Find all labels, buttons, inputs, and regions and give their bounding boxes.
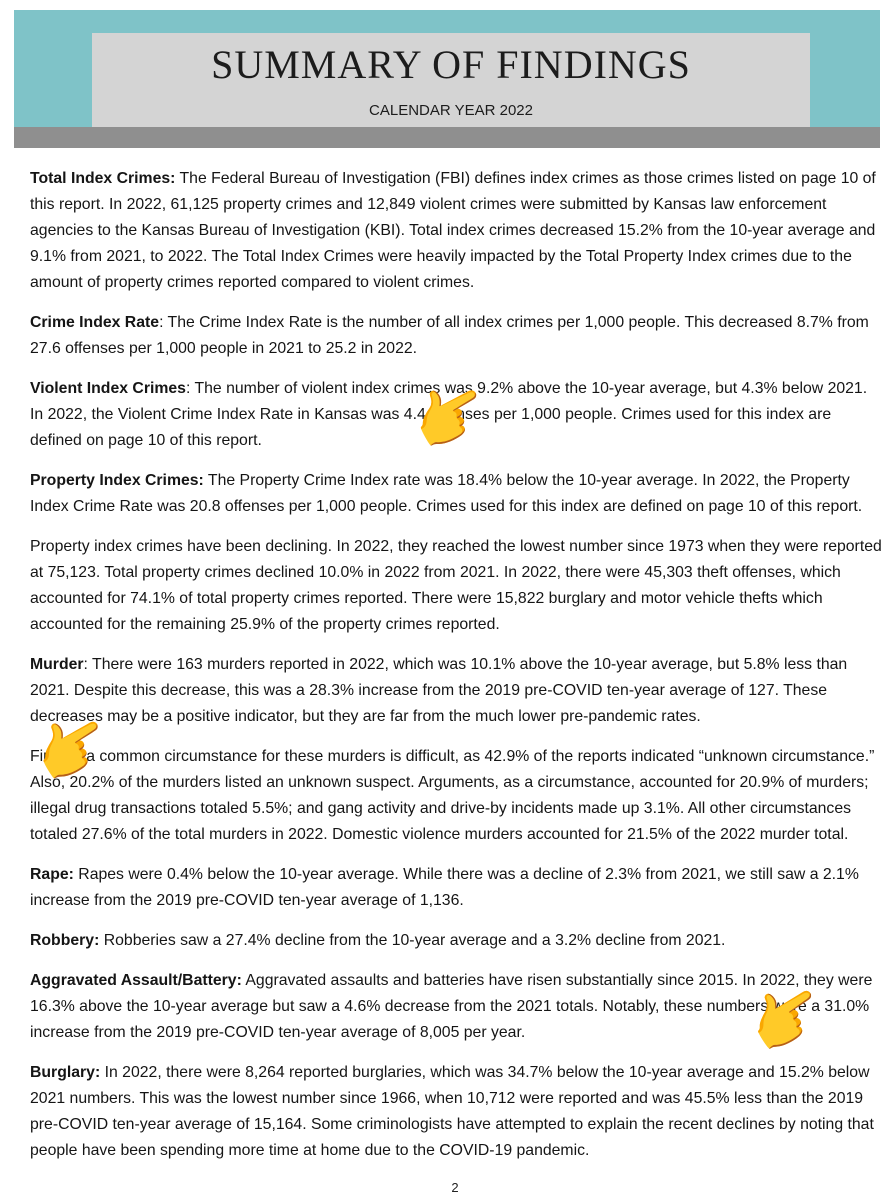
paragraph-text: Rapes were 0.4% below the 10-year average. While there was a decline of 2.3% from 2021, we still saw a 2.1% increase from the 2019 pre-COVID ten-year average of 1,136. bbox=[30, 866, 859, 909]
paragraph-text: : There were 163 murders reported in 2022, which was 10.1% above the 10-year average, but 5.8% less than 2021. Despite this decrease, this was a 28.3% increase from the 2019 pre-COVID ten-year average of 127. These decreases may be a positive indicator, but they are far from the much lower pre-pandemic rates. bbox=[30, 656, 848, 725]
paragraph-heading: Rape: bbox=[30, 866, 74, 883]
paragraph-heading: Total Index Crimes: bbox=[30, 170, 176, 187]
paragraph-heading: Robbery: bbox=[30, 932, 100, 949]
paragraph-burglary bbox=[30, 1060, 884, 1164]
paragraph-heading: Murder bbox=[30, 656, 84, 673]
paragraph-text: Property index crimes have been declining. In 2022, they reached the lowest number since 1973 when they were reported at 75,123. Total property crimes declined 10.0% in 2022 from 2021. In 2022, there were 45,303 theft offenses, which accounted for 74.1% of total property crimes reported. There were 15,822 burglary and motor vehicle thefts which accounted for the remaining 25.9% of the property crimes reported. bbox=[30, 538, 882, 633]
pointing-hand-glyph: 👉 bbox=[400, 367, 501, 466]
paragraph-heading: Burglary: bbox=[30, 1064, 101, 1081]
paragraph-text: Aggravated assaults and batteries have risen substantially since 2015. In 2022, they were 16.3% above the 10-year average but saw a 4.6% decrease from the 2021 totals. Notably, these numbers were a 31.0% increase from the 2019 pre-COVID ten-year average of 8,005 per year. bbox=[30, 972, 873, 1041]
paragraph-text: The Property Crime Index rate was 18.4% below the 10-year average. In 2022, the Property Index Crime Rate was 20.8 offenses per 1,000 people. Crimes used for this index are defined on page 10 of this report. bbox=[30, 472, 863, 515]
paragraph-rape bbox=[30, 862, 884, 914]
paragraph-heading: Violent Index Crimes bbox=[30, 380, 186, 397]
pointing-hand-glyph: 👉 bbox=[21, 699, 124, 798]
paragraph-text: Finding a common circumstance for these murders is difficult, as 42.9% of the reports indicated “unknown circumstance.” Also, 20.2% of the murders listed an unknown suspect. Arguments, as a circumstance, accounted for 20.9% of murders; illegal drug transactions totaled 5.5%; and gang activity and drive-by incidents made up 3.1%. All other circumstances totaled 27.6% of the total murders in 2022. Domestic violence murders accounted for 21.5% of the 2022 murder total. bbox=[30, 748, 875, 843]
page-number: 2 bbox=[451, 1180, 459, 1195]
paragraph-text: Robberies saw a 27.4% decline from the 10-year average and a 3.2% decline from 2021. bbox=[99, 932, 726, 949]
page-subtitle: CALENDAR YEAR 2022 bbox=[369, 102, 533, 119]
paragraph-text: The Federal Bureau of Investigation (FBI) defines index crimes as those crimes listed on page 10 of this report. In 2022, 61,125 property crimes and 12,849 violent crimes were submitted by Kansas law enforcement agencies to the Kansas Bureau of Investigation (KBI). Total index crimes decreased 15.2% from the 10-year average and 9.1% from 2021, to 2022. The Total Index Crimes were heavily impacted by the Total Property Index crimes due to the amount of property crimes reported compared to violent crimes. bbox=[30, 170, 876, 291]
paragraph-property-decline bbox=[30, 534, 884, 638]
paragraph-total-index-crimes bbox=[30, 166, 884, 296]
pointing-hand-glyph: 👉 bbox=[735, 968, 838, 1069]
paragraph-heading: Aggravated Assault/Battery: bbox=[30, 972, 242, 989]
paragraph-murder bbox=[30, 652, 884, 730]
page-title: SUMMARY OF FINDINGS bbox=[211, 42, 691, 87]
paragraph-text: : The Crime Index Rate is the number of all index crimes per 1,000 people. This decreased 8.7% from 27.6 offenses per 1,000 people in 2021 to 25.2 in 2022. bbox=[30, 314, 869, 357]
paragraph-murder-circumstances bbox=[30, 744, 884, 848]
paragraph-heading: Property Index Crimes: bbox=[30, 472, 204, 489]
paragraph-text: : The number of violent index crimes was 9.2% above the 10-year average, but 4.3% below 2021. In 2022, the Violent Crime Index Rate in Kansas was 4.4 offenses per 1,000 people. Crimes used for this index are defined on page 10 of this report. bbox=[30, 380, 868, 449]
paragraph-property-index-crimes bbox=[30, 468, 884, 520]
paragraph-heading: Crime Index Rate bbox=[30, 314, 160, 331]
paragraph-robbery bbox=[30, 928, 884, 954]
paragraph-text: In 2022, there were 8,264 reported burglaries, which was 34.7% below the 10-year average and 15.2% below 2021 numbers. This was the lowest number since 1966, when 10,712 were reported and was 45.5% less than the 2019 pre-COVID ten-year average of 15,164. Some criminologists have attempted to explain the recent declines by noting that people have been spending more time at home due to the COVID-19 pandemic. bbox=[30, 1064, 874, 1159]
paragraph-crime-index-rate bbox=[30, 310, 884, 362]
